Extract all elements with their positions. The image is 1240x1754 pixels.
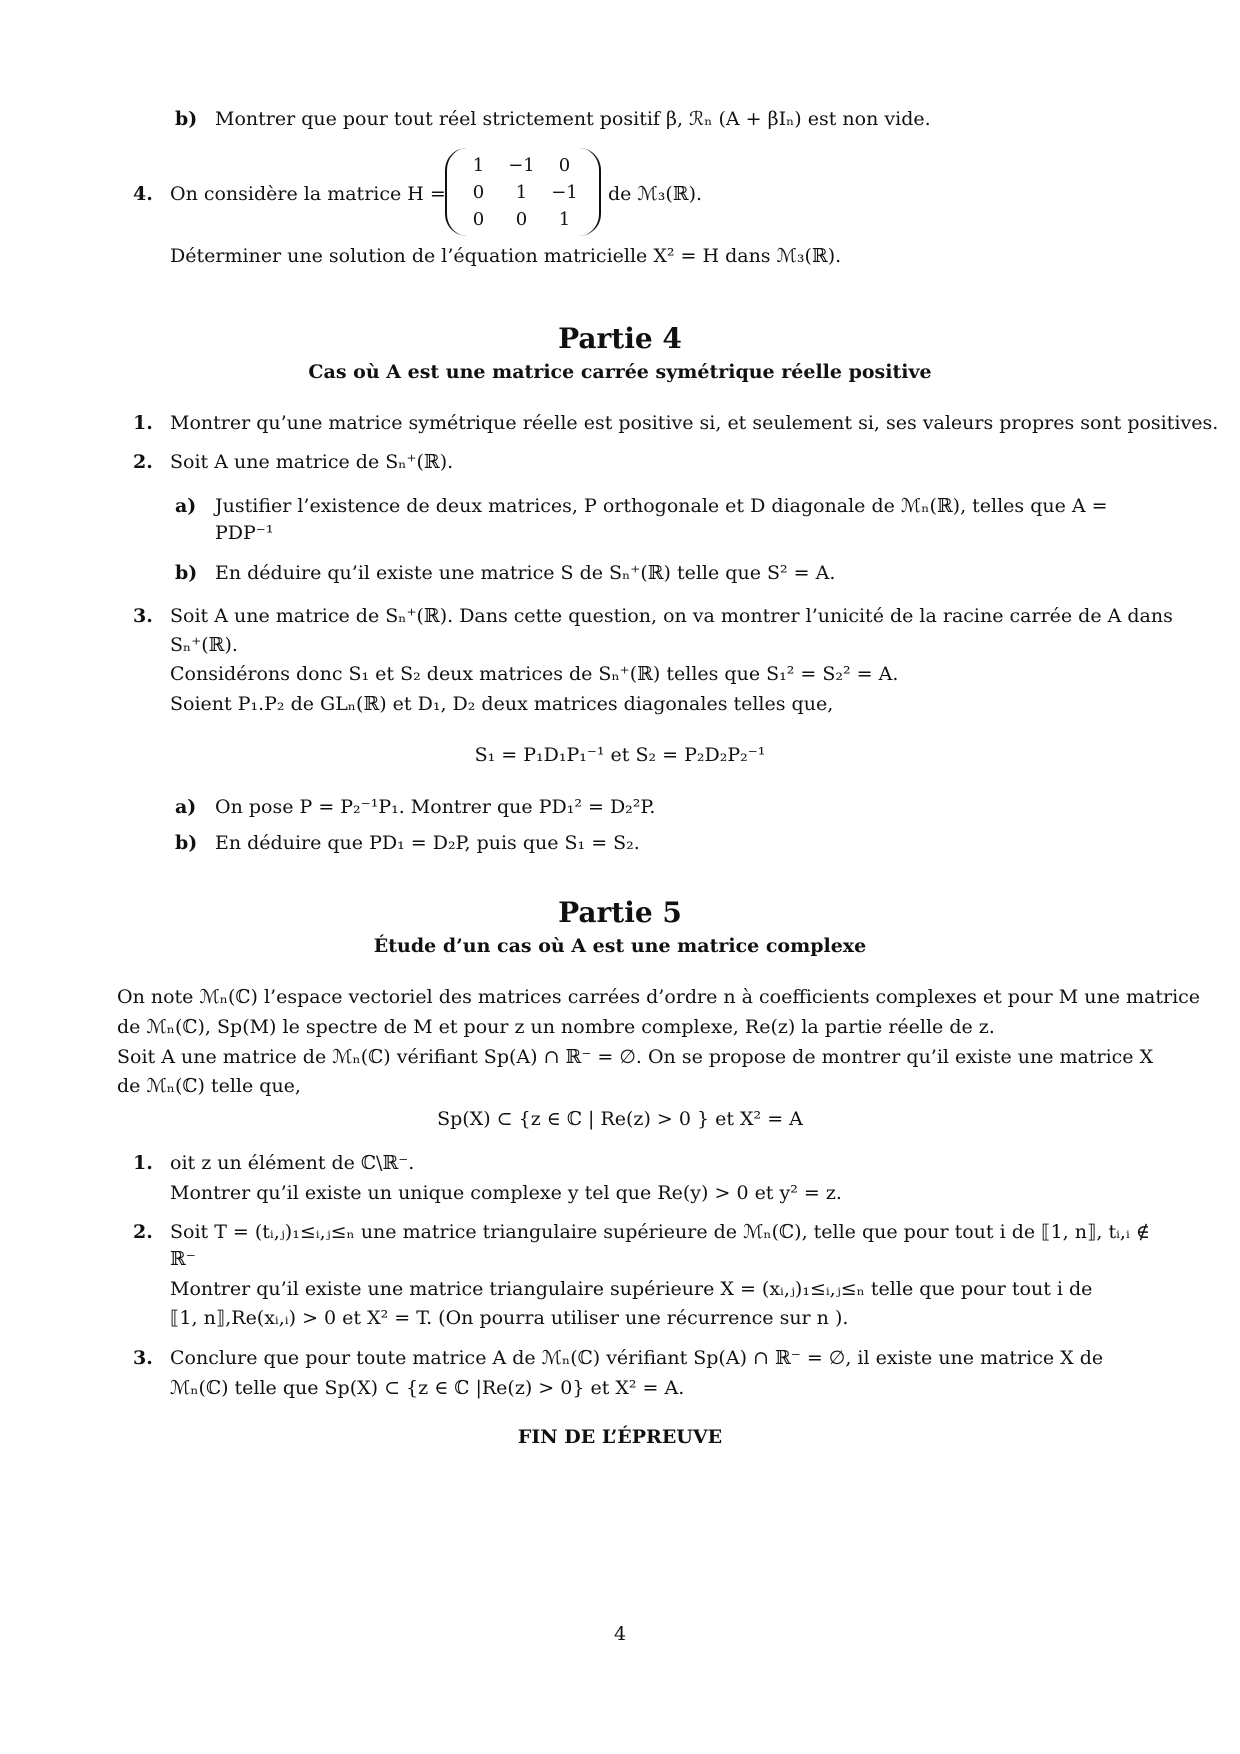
question-label: b) — [175, 832, 198, 854]
question-text: En déduire que PD₁ = D₂P, puis que S₁ = S₂. — [215, 832, 640, 854]
matrix-cell: 0 — [472, 209, 485, 230]
question-text: Montrer qu’une matrice symétrique réelle est positive si, et seulement si, ses valeurs propres sont positives. — [170, 412, 1219, 434]
question-text: ⟦1, n⟧,Re(xᵢ,ᵢ) > 0 et X² = T. (On pourra utiliser une récurrence sur n ). — [170, 1307, 849, 1329]
question-text: oit z un élément de ℂ\ℝ⁻. — [170, 1152, 415, 1174]
matrix-cell: −1 — [551, 182, 578, 203]
question-text: Montrer qu’il existe une matrice triangulaire supérieure X = (xᵢ,ⱼ)₁≤ᵢ,ⱼ≤ₙ telle que pour tout i de — [170, 1278, 1093, 1300]
paragraph-line: de ℳₙ(ℂ), Sp(M) le spectre de M et pour z un nombre complexe, Re(z) la partie réelle de z. — [117, 1016, 995, 1038]
question-label: 3. — [133, 1347, 153, 1369]
question-label: a) — [175, 495, 197, 517]
matrix-cell: 0 — [558, 155, 571, 176]
section-title: Partie 5 — [558, 896, 682, 929]
question-text: On pose P = P₂⁻¹P₁. Montrer que PD₁² = D₂²P. — [215, 796, 656, 818]
question-text: Déterminer une solution de l’équation matricielle X² = H dans ℳ₃(ℝ). — [170, 245, 842, 267]
equation: S₁ = P₁D₁P₁⁻¹ et S₂ = P₂D₂P₂⁻¹ — [474, 744, 766, 766]
section-subtitle: Étude d’un cas où A est une matrice complexe — [373, 935, 867, 957]
section-subtitle: Cas où A est une matrice carrée symétrique réelle positive — [308, 361, 932, 383]
section-title: Partie 4 — [558, 322, 682, 355]
paragraph-line: On note ℳₙ(ℂ) l’espace vectoriel des matrices carrées d’ordre n à coefficients complexes et pour M une matrice — [117, 986, 1201, 1008]
matrix-cell: 1 — [558, 209, 571, 230]
question-text: Justifier l’existence de deux matrices, P orthogonale et D diagonale de ℳₙ(ℝ), telles que A = — [215, 495, 1108, 517]
matrix-cell: −1 — [508, 155, 535, 176]
question-text: En déduire qu’il existe une matrice S de Sₙ⁺(ℝ) telle que S² = A. — [215, 562, 836, 584]
matrix-cell: 1 — [515, 182, 528, 203]
question-label: b) — [175, 562, 198, 584]
matrix-cell: 1 — [472, 155, 485, 176]
question-label: 1. — [133, 1152, 153, 1174]
question-text: Soit A une matrice de Sₙ⁺(ℝ). — [170, 451, 454, 473]
page-number: 4 — [613, 1623, 627, 1645]
question-text: de ℳ₃(ℝ). — [608, 183, 703, 205]
paragraph-line: de ℳₙ(ℂ) telle que, — [117, 1075, 301, 1097]
matrix-h — [445, 148, 601, 236]
question-text: ℳₙ(ℂ) telle que Sp(X) ⊂ {z ∈ ℂ |Re(z) > 0} et X² = A. — [170, 1377, 685, 1399]
question-text: Sₙ⁺(ℝ). — [170, 634, 238, 656]
question-label: a) — [175, 796, 197, 818]
question-label: b) — [175, 108, 198, 130]
paragraph-line: Soit A une matrice de ℳₙ(ℂ) vérifiant Sp(A) ∩ ℝ⁻ = ∅. On se propose de montrer qu’il existe une matrice X — [117, 1046, 1154, 1068]
question-label: 2. — [133, 1221, 153, 1243]
question-text: PDP⁻¹ — [215, 522, 274, 544]
question-text: Soit T = (tᵢ,ⱼ)₁≤ᵢ,ⱼ≤ₙ une matrice triangulaire supérieure de ℳₙ(ℂ), telle que pour tout i de ⟦1, n⟧, tᵢ,ᵢ ∉ — [170, 1221, 1150, 1243]
question-text: Montrer que pour tout réel strictement positif β, ℛₙ (A + βIₙ) est non vide. — [215, 108, 931, 130]
question-text: Considérons donc S₁ et S₂ deux matrices de Sₙ⁺(ℝ) telles que S₁² = S₂² = A. — [170, 663, 899, 685]
question-text: Conclure que pour toute matrice A de ℳₙ(ℂ) vérifiant Sp(A) ∩ ℝ⁻ = ∅, il existe une matrice X de — [170, 1347, 1104, 1369]
question-label: 1. — [133, 412, 153, 434]
end-of-exam: FIN DE L’ÉPREUVE — [517, 1426, 723, 1448]
question-label: 2. — [133, 451, 153, 473]
question-text: Montrer qu’il existe un unique complexe y tel que Re(y) > 0 et y² = z. — [170, 1182, 842, 1204]
question-label: 4. — [133, 183, 153, 205]
matrix-cell: 0 — [472, 182, 485, 203]
question-text: Soit A une matrice de Sₙ⁺(ℝ). Dans cette question, on va montrer l’unicité de la racine carrée de A dans — [170, 605, 1173, 627]
question-label: 3. — [133, 605, 153, 627]
question-text: ℝ⁻ — [170, 1248, 196, 1270]
equation: Sp(X) ⊂ {z ∈ ℂ | Re(z) > 0 } et X² = A — [437, 1108, 803, 1130]
matrix-cell: 0 — [515, 209, 528, 230]
question-text: Soient P₁.P₂ de GLₙ(ℝ) et D₁, D₂ deux matrices diagonales telles que, — [170, 693, 834, 715]
question-text: On considère la matrice H = — [170, 183, 446, 205]
